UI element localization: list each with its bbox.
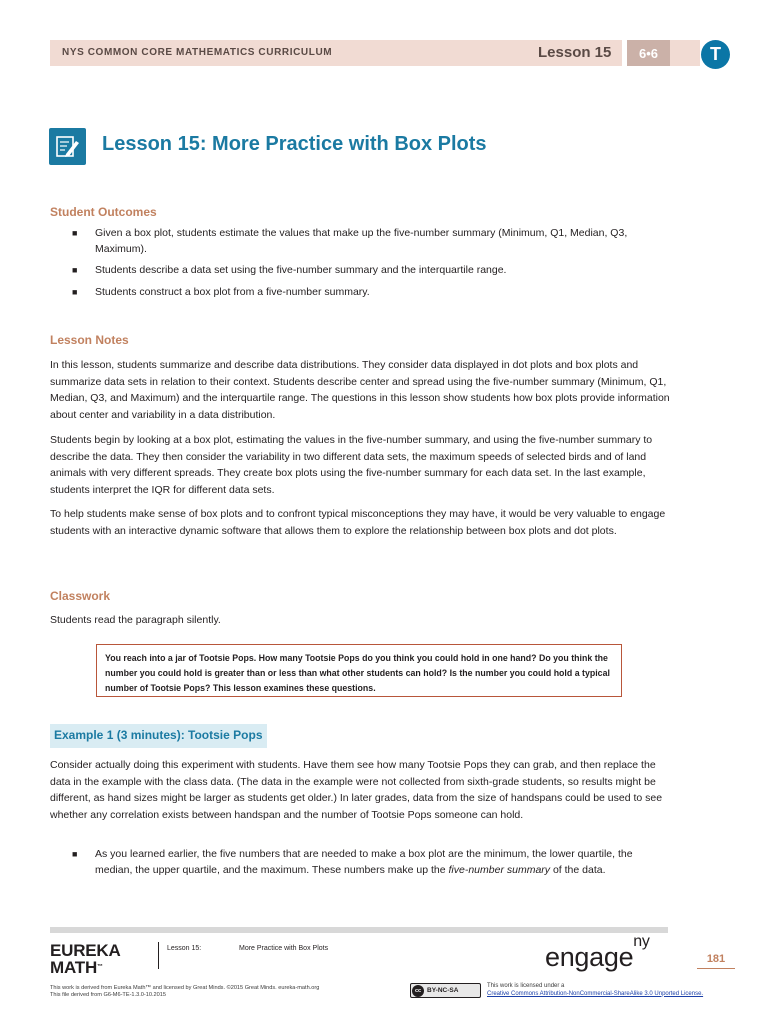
- classwork-heading: Classwork: [50, 589, 111, 603]
- footer-lesson-number: Lesson 15:: [167, 945, 202, 952]
- creative-commons-icon: cc: [412, 985, 424, 997]
- bullet-icon: ■: [72, 286, 78, 297]
- example-1-list: [72, 847, 672, 884]
- lesson-notes-heading: Lesson Notes: [50, 333, 129, 347]
- bullet-icon: ■: [72, 265, 78, 275]
- lesson-title: Lesson 15: More Practice with Box Plots: [102, 133, 487, 155]
- classwork-intro: Students read the paragraph silently.: [50, 614, 221, 626]
- student-outcomes-list: [72, 226, 672, 306]
- page-header: [50, 40, 700, 66]
- lesson-notes-paragraph: To help students make sense of box plots and to confront typical misconceptions they may have, it would be very valuable to engage students with an interactive dynamic software that allows them to explore the relationship between box plots and dot plots.: [50, 508, 666, 537]
- list-item: ■ As you learned earlier, the five numbers that are needed to make a box plot are the minimum, the lower quartile, the median, the upper quartile, and the maximum. These numbers make up the five-number summary of the data.: [72, 848, 633, 876]
- list-item: ■ Students construct a box plot from a five-number summary.: [72, 285, 672, 301]
- bullet-icon: ■: [72, 849, 78, 859]
- eureka-math-logo: EUREKA MATH™: [50, 941, 121, 977]
- pencil-notebook-icon: [49, 128, 86, 165]
- creative-commons-badge: cc BY-NC-SA: [410, 983, 481, 998]
- lesson-notes-paragraph: In this lesson, students summarize and describe data distributions. They consider data displayed in dot plots and box plots and summarize data sets in relation to their context. Students describe center and spread using the five-number summary (Minimum, Q1, Median, Q3, and Maximum) and the interquartile range. The questions in this lesson show students how box plots provide information about center and variability in a data distribution.: [50, 359, 670, 421]
- example-1-heading: Example 1 (3 minutes): Tootsie Pops: [50, 724, 267, 748]
- footer-divider: [158, 942, 159, 969]
- lesson-notes-paragraph: Students begin by looking at a box plot, estimating the values in the five-number summary, and using the five-number summary to describe the data. They then consider the variability in two different data sets, the maximum speeds of selected birds and of land animals with very different spreads. They create box plots using the five-number summary for each data set. In the last example, students interpret the IQR for different data sets.: [50, 434, 653, 496]
- teacher-edition-badge: T: [701, 40, 730, 69]
- grade-module-label: 6•6: [627, 40, 670, 66]
- engageny-logo: engage$^{ny}$: [545, 933, 650, 972]
- five-number-summary-term: five-number summary: [448, 863, 551, 876]
- list-item: ■ Given a box plot, students estimate the values that make up the five-number summary (Minimum, Q1, Median, Q3, Maximum).: [72, 227, 628, 255]
- page-number: 181: [697, 953, 735, 969]
- example-1-paragraph: Consider actually doing this experiment with students. Have them see how many Tootsie Pops they can grab, and then replace the data in the example with the class data. (The data in the example were not collected from sixth-grade students, so results might be different, as hand sizes might be larger as students get older.) In later grades, data from the size of handspans could be used to see whether any correlation exists between handspan and the number of Tootsie Pops someone can hold.: [50, 759, 663, 821]
- footer-rule: [50, 927, 668, 933]
- bullet-icon: ■: [72, 228, 78, 238]
- list-item: ■ Students describe a data set using the five-number summary and the interquartile range.: [72, 263, 672, 279]
- student-outcomes-heading: Student Outcomes: [50, 205, 157, 219]
- license-note: This work is licensed under a Creative Commons Attribution-NonCommercial-ShareAlike 3.0 Unported License.: [487, 983, 704, 997]
- footer-credit: This work is derived from Eureka Math™ and licensed by Great Minds. ©2015 Great Minds. eureka-math.org This file derived from G6-M6-TE-1.3.0-10.2015: [50, 985, 320, 998]
- license-link[interactable]: Creative Commons Attribution-NonCommercial-ShareAlike 3.0 Unported License.: [487, 990, 704, 997]
- tootsie-pops-scenario-box: You reach into a jar of Tootsie Pops. How many Tootsie Pops do you think you could hold in one hand? Do you think the number you could hold is greater than or less than what other students can hold? Is the number you could hold a typical number of Tootsie Pops? This lesson examines these questions.: [96, 644, 622, 697]
- footer-lesson-title: More Practice with Box Plots: [239, 945, 329, 952]
- curriculum-title: NYS COMMON CORE MATHEMATICS CURRICULUM: [62, 47, 333, 58]
- header-lesson-label: Lesson 15: [538, 44, 612, 61]
